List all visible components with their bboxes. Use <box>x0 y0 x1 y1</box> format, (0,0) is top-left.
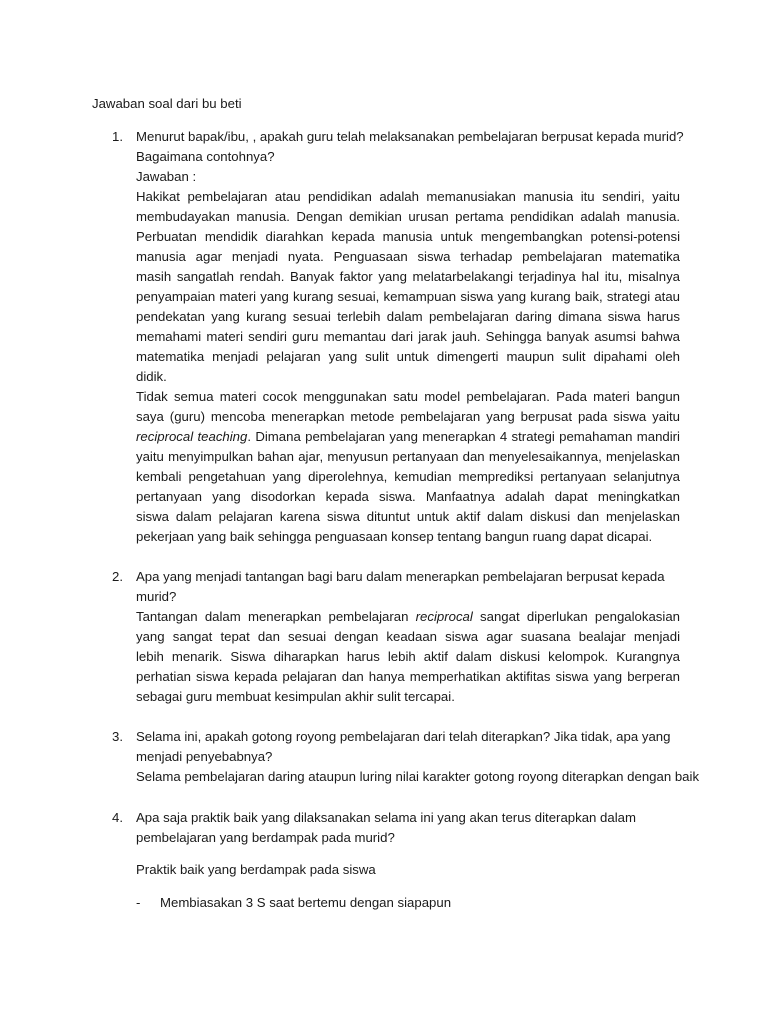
answer-line: Selama pembelajaran daring ataupun luring nilai karakter gotong royong diterapkan dengan baik <box>136 769 700 784</box>
answer-line: perhatian siswa kepada pelajaran dan hanya memperhatikan aktifitas siswa yang berperan <box>136 669 680 684</box>
question-text: Apa saja praktik baik yang dilaksanakan selama ini yang akan terus diterapkan dalam <box>136 810 636 825</box>
answer-line: yang sangat tepat dan sesuai dengan keadaan siswa agar suasana bealajar menjadi <box>136 629 680 644</box>
question-1-body <box>136 127 684 547</box>
answer-line: kembali pengetahuan yang diperolehnya, kemudian memprediksi pertanyaan selanjutnya <box>136 469 680 484</box>
question-2-body <box>136 567 680 707</box>
question-number: 1. <box>112 129 123 144</box>
bullet-marker: - <box>136 895 141 910</box>
answer-line: Tidak semua materi cocok menggunakan satu model pembelajaran. Pada materi bangun <box>136 389 680 404</box>
answer-line: masih sangatlah rendah. Banyak faktor yang melatarbelakangi terjadinya hal itu, misalnya <box>136 269 680 284</box>
question-text: Bagaimana contohnya? <box>136 149 275 164</box>
question-text: menjadi penyebabnya? <box>136 749 273 764</box>
answer-line-rest: . Dimana pembelajaran yang menerapkan 4 strategi pemahaman mandiri <box>247 429 680 444</box>
answer-line: Hakikat pembelajaran atau pendidikan adalah memanusiakan manusia itu sendiri, yaitu <box>136 189 680 204</box>
answer-line-rest: sangat diperlukan pengalokasian <box>480 609 680 624</box>
answer-line: matematika menjadi pelajaran yang sulit untuk dimengerti maupun sulit dipahami oleh <box>136 349 680 364</box>
answer-line: saya (guru) mencoba menerapkan metode pembelajaran yang berpusat pada siswa yaitu <box>136 409 680 424</box>
answer-line: yaitu menyimpulkan bahan ajar, menyusun pertanyaan dan menyelesaikannya, menjelaskan <box>136 449 680 464</box>
question-text: murid? <box>136 589 177 604</box>
answer-line <box>136 607 680 627</box>
question-text: Menurut bapak/ibu, , apakah guru telah melaksanakan pembelajaran berpusat kepada murid? <box>136 129 684 144</box>
answer-line: lebih menarik. Siswa diharapkan harus lebih aktif dalam diskusi kelompok. Kurangnya <box>136 649 680 664</box>
question-text: Apa yang menjadi tantangan bagi baru dalam menerapkan pembelajaran berpusat kepada <box>136 569 665 584</box>
answer-label: Jawaban : <box>136 169 197 184</box>
bullet-item: Membiasakan 3 S saat bertemu dengan siapapun <box>160 895 452 910</box>
answer-line: didik. <box>136 369 167 384</box>
answer-line: sebagai guru membuat kesimpulan akhir sulit tercapai. <box>136 689 455 704</box>
italic-term: reciprocal <box>415 609 473 624</box>
answer-line: manusia agar menjadi nyata. Penguasaan siswa terhadap pembelajaran matematika <box>136 249 680 264</box>
answer-line: membudayakan manusia. Dengan demikian urusan pertama pendidikan adalah manusia. <box>136 209 680 224</box>
answer-line: siswa dalam pelajaran karena siswa dituntut untuk aktif dalam diskusi dan menjelaskan <box>136 509 680 524</box>
answer-line: pendekatan yang kurang sesuai terlebih dalam pembelajaran daring dimana siswa harus <box>136 309 680 324</box>
answer-line: pertanyaan yang disodorkan kepada siswa. Manfaatnya adalah dapat meningkatkan <box>136 489 680 504</box>
italic-term: reciprocal teaching <box>136 429 248 444</box>
question-3-body <box>136 727 700 787</box>
document-title: Jawaban soal dari bu beti <box>92 96 242 111</box>
question-number: 4. <box>112 810 123 825</box>
question-text: pembelajaran yang berdampak pada murid? <box>136 830 395 845</box>
question-number: 3. <box>112 729 123 744</box>
answer-line-start: Tantangan dalam menerapkan pembelajaran <box>136 609 416 624</box>
answer-line: penyampaian materi yang kurang sesuai, kemampuan siswa yang kurang baik, strategi atau <box>136 289 680 304</box>
question-4-body <box>136 808 680 880</box>
answer-line: memahami materi sendiri guru memantau dari jarak jauh. Sehingga banyak asumsi bahwa <box>136 329 680 344</box>
answer-line <box>136 427 680 447</box>
answer-line: pekerjaan yang baik sehingga penguasaan konsep tentang bangun ruang dapat dicapai. <box>136 529 653 544</box>
answer-line: Perbuatan mendidik diarahkan kepada manusia untuk mengembangkan potensi-potensi <box>136 229 680 244</box>
question-number: 2. <box>112 569 123 584</box>
question-text: Selama ini, apakah gotong royong pembelajaran dari telah diterapkan? Jika tidak, apa yang <box>136 729 671 744</box>
answer-subheading: Praktik baik yang berdampak pada siswa <box>136 862 376 877</box>
